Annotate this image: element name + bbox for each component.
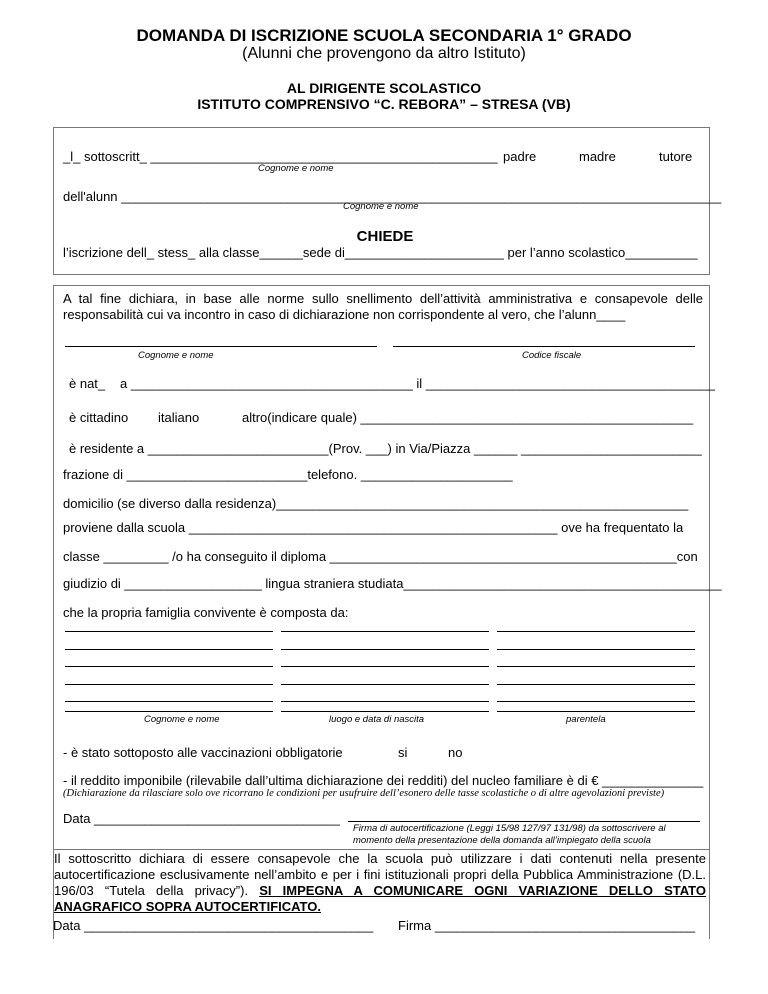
family-row-line <box>65 711 273 712</box>
classe-field[interactable]: classe _________ /o ha conseguito il diploma ________________________________________________con <box>63 549 698 564</box>
family-row-line <box>65 631 273 632</box>
residente-field[interactable]: è residente a _________________________(Prov. ___) in Via/Piazza ______ _________________________ <box>69 441 702 456</box>
family-row-line <box>281 701 489 702</box>
caption-cognome-nome-alunno: Cognome e nome <box>343 201 419 212</box>
chiede-heading: CHIEDE <box>356 228 414 245</box>
impegna-statement: SI IMPEGNA A COMUNICARE OGNI VARIAZIONE DELLO STATO ANAGRAFICO SOPRA AUTOCERTIFICATO. <box>54 883 706 914</box>
domicilio-field[interactable]: domicilio (se diverso dalla residenza)_________________________________________________________ <box>63 496 689 511</box>
applicant-section <box>53 127 722 275</box>
vaccinazioni-no-option[interactable]: no <box>448 745 463 760</box>
final-data-field[interactable]: Data ________________________________________ <box>53 918 374 933</box>
padre-option[interactable]: padre <box>503 149 537 164</box>
caption-cognome-nome: Cognome e nome <box>258 163 334 174</box>
family-row-line <box>65 684 273 685</box>
family-row-line <box>281 631 489 632</box>
addressee-line-2: ISTITUTO COMPRENSIVO “C. REBORA” – STRESA (VB) <box>197 96 571 112</box>
data-field[interactable]: Data __________________________________ <box>63 811 340 826</box>
family-row-line <box>281 649 489 650</box>
family-row-line <box>65 649 273 650</box>
addressee-line-1: AL DIRIGENTE SCOLASTICO <box>286 80 482 96</box>
privacy-statement: Il sottoscritto dichiara di essere consapevole che la scuola può utilizzare i dati contenuti nella presente autocertificazione esclusivamente nell’ambito e per i fini istituzionali propri della Pubblica Amministrazione (D.L. 196/03 “Tutela della privacy”). <box>54 851 706 898</box>
famiglia-label: che la propria famiglia convivente è composta da: <box>63 605 349 620</box>
italiano-option[interactable]: italiano <box>158 410 200 425</box>
alunno-field[interactable]: dell'alunn ___________________________________________________________________________________ <box>63 189 722 204</box>
family-row-line <box>497 631 695 632</box>
page-title: DOMANDA DI ISCRIZIONE SCUOLA SECONDARIA 1° GRADO <box>136 26 632 45</box>
nato-field[interactable]: a _______________________________________ il ________________________________________ <box>120 376 716 391</box>
tutore-option[interactable]: tutore <box>659 149 693 164</box>
family-row-line <box>65 666 273 667</box>
final-firma-field[interactable]: Firma ____________________________________ <box>398 918 696 933</box>
student-name-line[interactable] <box>65 346 377 347</box>
family-row-line <box>497 711 695 712</box>
giudizio-field[interactable]: giudizio di ___________________ lingua straniera studiata____________________________________________ <box>63 576 722 591</box>
page-subtitle: (Alunni che provengono da altro Istituto) <box>242 45 526 62</box>
declaration-intro: A tal fine dichiara, in base alle norme sullo snellimento dell’attività amministrativa e consapevole delle responsabilità cui va incontro in caso di dichiarazione non corrispondente al vero, che l’alunn____ <box>63 291 703 322</box>
family-row-line <box>281 684 489 685</box>
family-row-line <box>497 684 695 685</box>
frazione-field[interactable]: frazione di _________________________telefono. _____________________ <box>63 467 513 482</box>
vaccinazioni-label: - è stato sottoposto alle vaccinazioni obbligatorie <box>63 745 343 760</box>
sottoscritto-field[interactable]: _l_ sottoscritt_ ________________________________________________ <box>63 149 498 164</box>
firma-caption-2: momento della presentazione della domanda all’impiegato della scuola <box>353 835 651 846</box>
madre-option[interactable]: madre <box>579 149 616 164</box>
caption-family-name: Cognome e nome <box>144 714 220 725</box>
caption-codice-fiscale: Codice fiscale <box>522 350 582 361</box>
family-row-line <box>497 701 695 702</box>
caption-family-relation: parentela <box>566 714 606 725</box>
family-row-line <box>497 666 695 667</box>
caption-student-name: Cognome e nome <box>138 350 214 361</box>
family-row-line <box>497 649 695 650</box>
family-row-line <box>281 711 489 712</box>
iscrizione-field[interactable]: l’iscrizione dell_ stess_ alla classe______sede di______________________ per l’anno scolastico__________ <box>63 245 698 260</box>
firma-line[interactable] <box>348 821 700 822</box>
family-row-line <box>65 701 273 702</box>
codice-fiscale-line[interactable] <box>393 346 695 347</box>
altro-field[interactable]: altro(indicare quale) ______________________________________________ <box>242 410 694 425</box>
caption-family-birth: luogo e data di nascita <box>329 714 425 725</box>
reddito-field[interactable]: - il reddito imponibile (rilevabile dall’ultima dichiarazione dei redditi) del nucleo familiare è di € ______________ <box>63 773 704 788</box>
vaccinazioni-si-option[interactable]: si <box>398 745 408 760</box>
proviene-field[interactable]: proviene dalla scuola ___________________________________________________ ove ha frequentato la <box>63 520 684 535</box>
nato-label: è nat_ <box>69 376 106 391</box>
family-row-line <box>281 666 489 667</box>
cittadino-label: è cittadino <box>69 410 129 425</box>
firma-caption-1: Firma di autocertificazione (Leggi 15/98 127/97 131/98) da sottoscrivere al <box>353 823 666 834</box>
reddito-note: (Dichiarazione da rilasciare solo ove ricorrano le condizioni per usufruire dell’esonero delle tasse scolastiche o di altre agevolazioni previste) <box>63 788 665 799</box>
declaration-section <box>53 285 722 850</box>
privacy-text <box>54 851 706 915</box>
